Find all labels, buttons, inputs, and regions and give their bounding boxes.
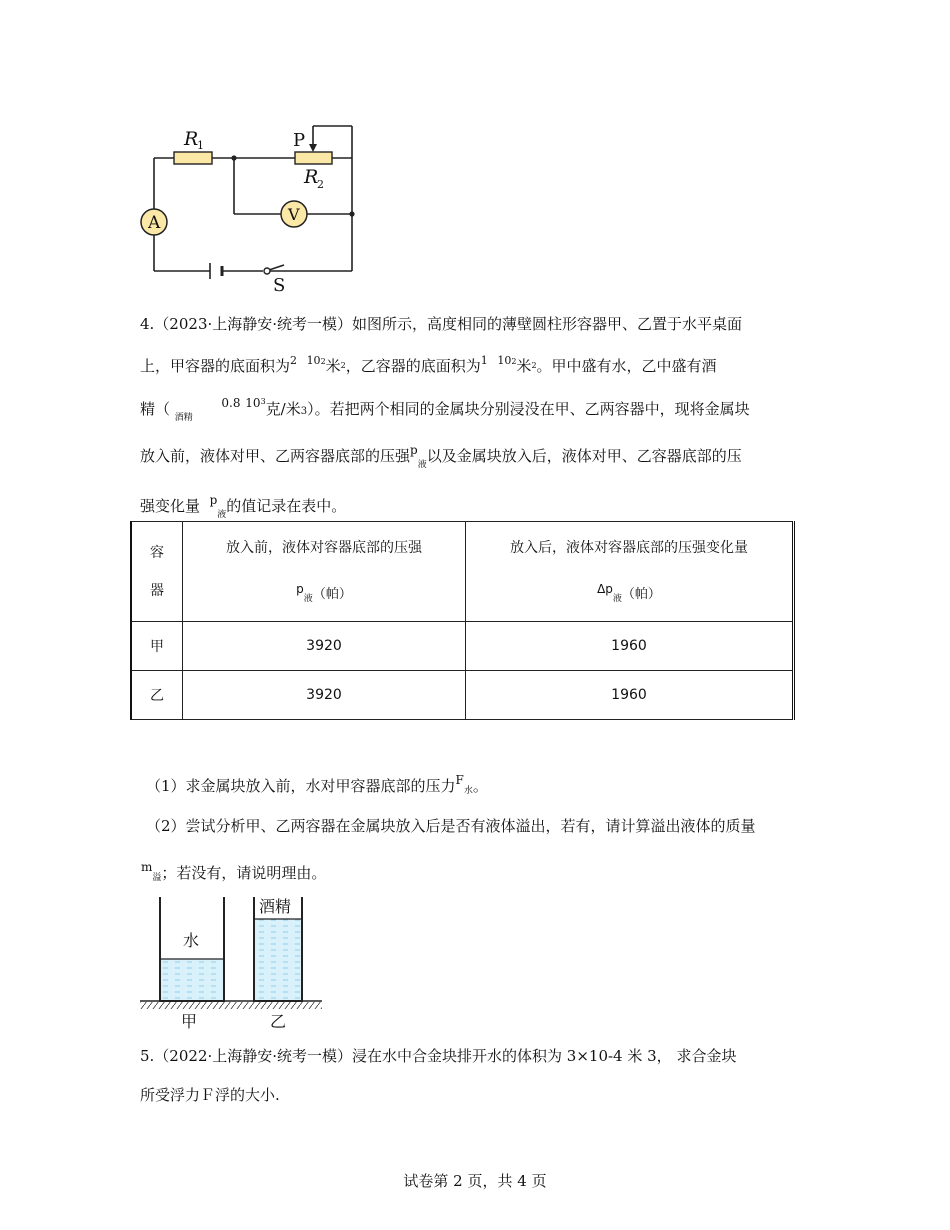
- page-footer: 试卷第 2 页，共 4 页: [403, 1172, 547, 1190]
- row-change: 1960: [466, 622, 794, 671]
- q4-line3: 精（ $_{酒精}$ $^{0.8}$ $^{103}$克/米3）。若把两个相同的金属块分别浸没在甲、乙两容器中，现将金属块: [140, 396, 750, 423]
- row-name: 甲: [131, 622, 183, 671]
- q5-line2: 所受浮力Ｆ浮的大小.: [140, 1086, 280, 1104]
- header-change: 放入后，液体对容器底部的压强变化量 $\Delta p_液$（帕）: [466, 522, 794, 622]
- rheostat-r2: [295, 152, 332, 164]
- alcohol-label: 酒精: [259, 897, 292, 916]
- row-name: 乙: [131, 671, 183, 720]
- svg-text:2: 2: [317, 178, 324, 191]
- sub-question-1: （1）求金属块放入前，水对甲容器底部的压力$^F$水。: [146, 773, 488, 796]
- ammeter-label: A: [148, 213, 161, 233]
- table-row: [131, 671, 794, 720]
- slider-arrow-icon: [309, 144, 317, 152]
- voltmeter-label: V: [288, 205, 300, 224]
- switch-label: S: [273, 275, 286, 296]
- switch: [264, 268, 270, 274]
- header-before: 放入前，液体对容器底部的压强 $p_液$（帕）: [183, 522, 466, 622]
- row-before: 3920: [183, 622, 466, 671]
- q4-line1: 4.（2023·上海静安·统考一模）如图所示，高度相同的薄壁圆柱形容器甲、乙置于水平桌面: [140, 315, 743, 333]
- resistor-r1: [174, 152, 212, 164]
- p-label: P: [293, 130, 306, 151]
- container-yi-label: 乙: [270, 1012, 287, 1031]
- q4-line4: 放入前，液体对甲、乙两容器底部的压强$^p_液$以及金属块放入后，液体对甲、乙容器底部的压: [140, 443, 742, 470]
- r2-label: R: [304, 166, 319, 188]
- table-row: [131, 622, 794, 671]
- table-header-row: [131, 522, 794, 622]
- q4-line2: 上，甲容器的底面积为$^2$ $^{102}$米$^2$，乙容器的底面积为$^1$ $^{102}$米$^2$。甲中盛有水，乙中盛有酒: [140, 354, 717, 375]
- pressure-table: [130, 521, 795, 720]
- r1-label: R: [184, 128, 199, 150]
- sub-question-2-line2: $^m$溢；若没有，请说明理由。: [141, 860, 327, 883]
- svg-text:1: 1: [197, 139, 204, 152]
- header-container: 容 器: [131, 522, 183, 622]
- sub-question-2-line1: （2）尝试分析甲、乙两容器在金属块放入后是否有液体溢出，若有，请计算溢出液体的质量: [146, 817, 756, 835]
- circuit-diagram: [130, 115, 370, 300]
- container-jia-label: 甲: [181, 1012, 198, 1031]
- q4-line5: 强变化量 $^p_液$的值记录在表中。: [140, 493, 347, 520]
- alcohol-liquid: [254, 919, 302, 1001]
- containers-figure: [138, 893, 328, 1033]
- q5-line1: 5.（2022·上海静安·统考一模）浸在水中合金块排开水的体积为 3×10-4 米 3， 求合金块: [140, 1047, 737, 1065]
- water-liquid: [160, 959, 224, 1001]
- water-label: 水: [183, 931, 200, 950]
- row-change: 1960: [466, 671, 794, 720]
- row-before: 3920: [183, 671, 466, 720]
